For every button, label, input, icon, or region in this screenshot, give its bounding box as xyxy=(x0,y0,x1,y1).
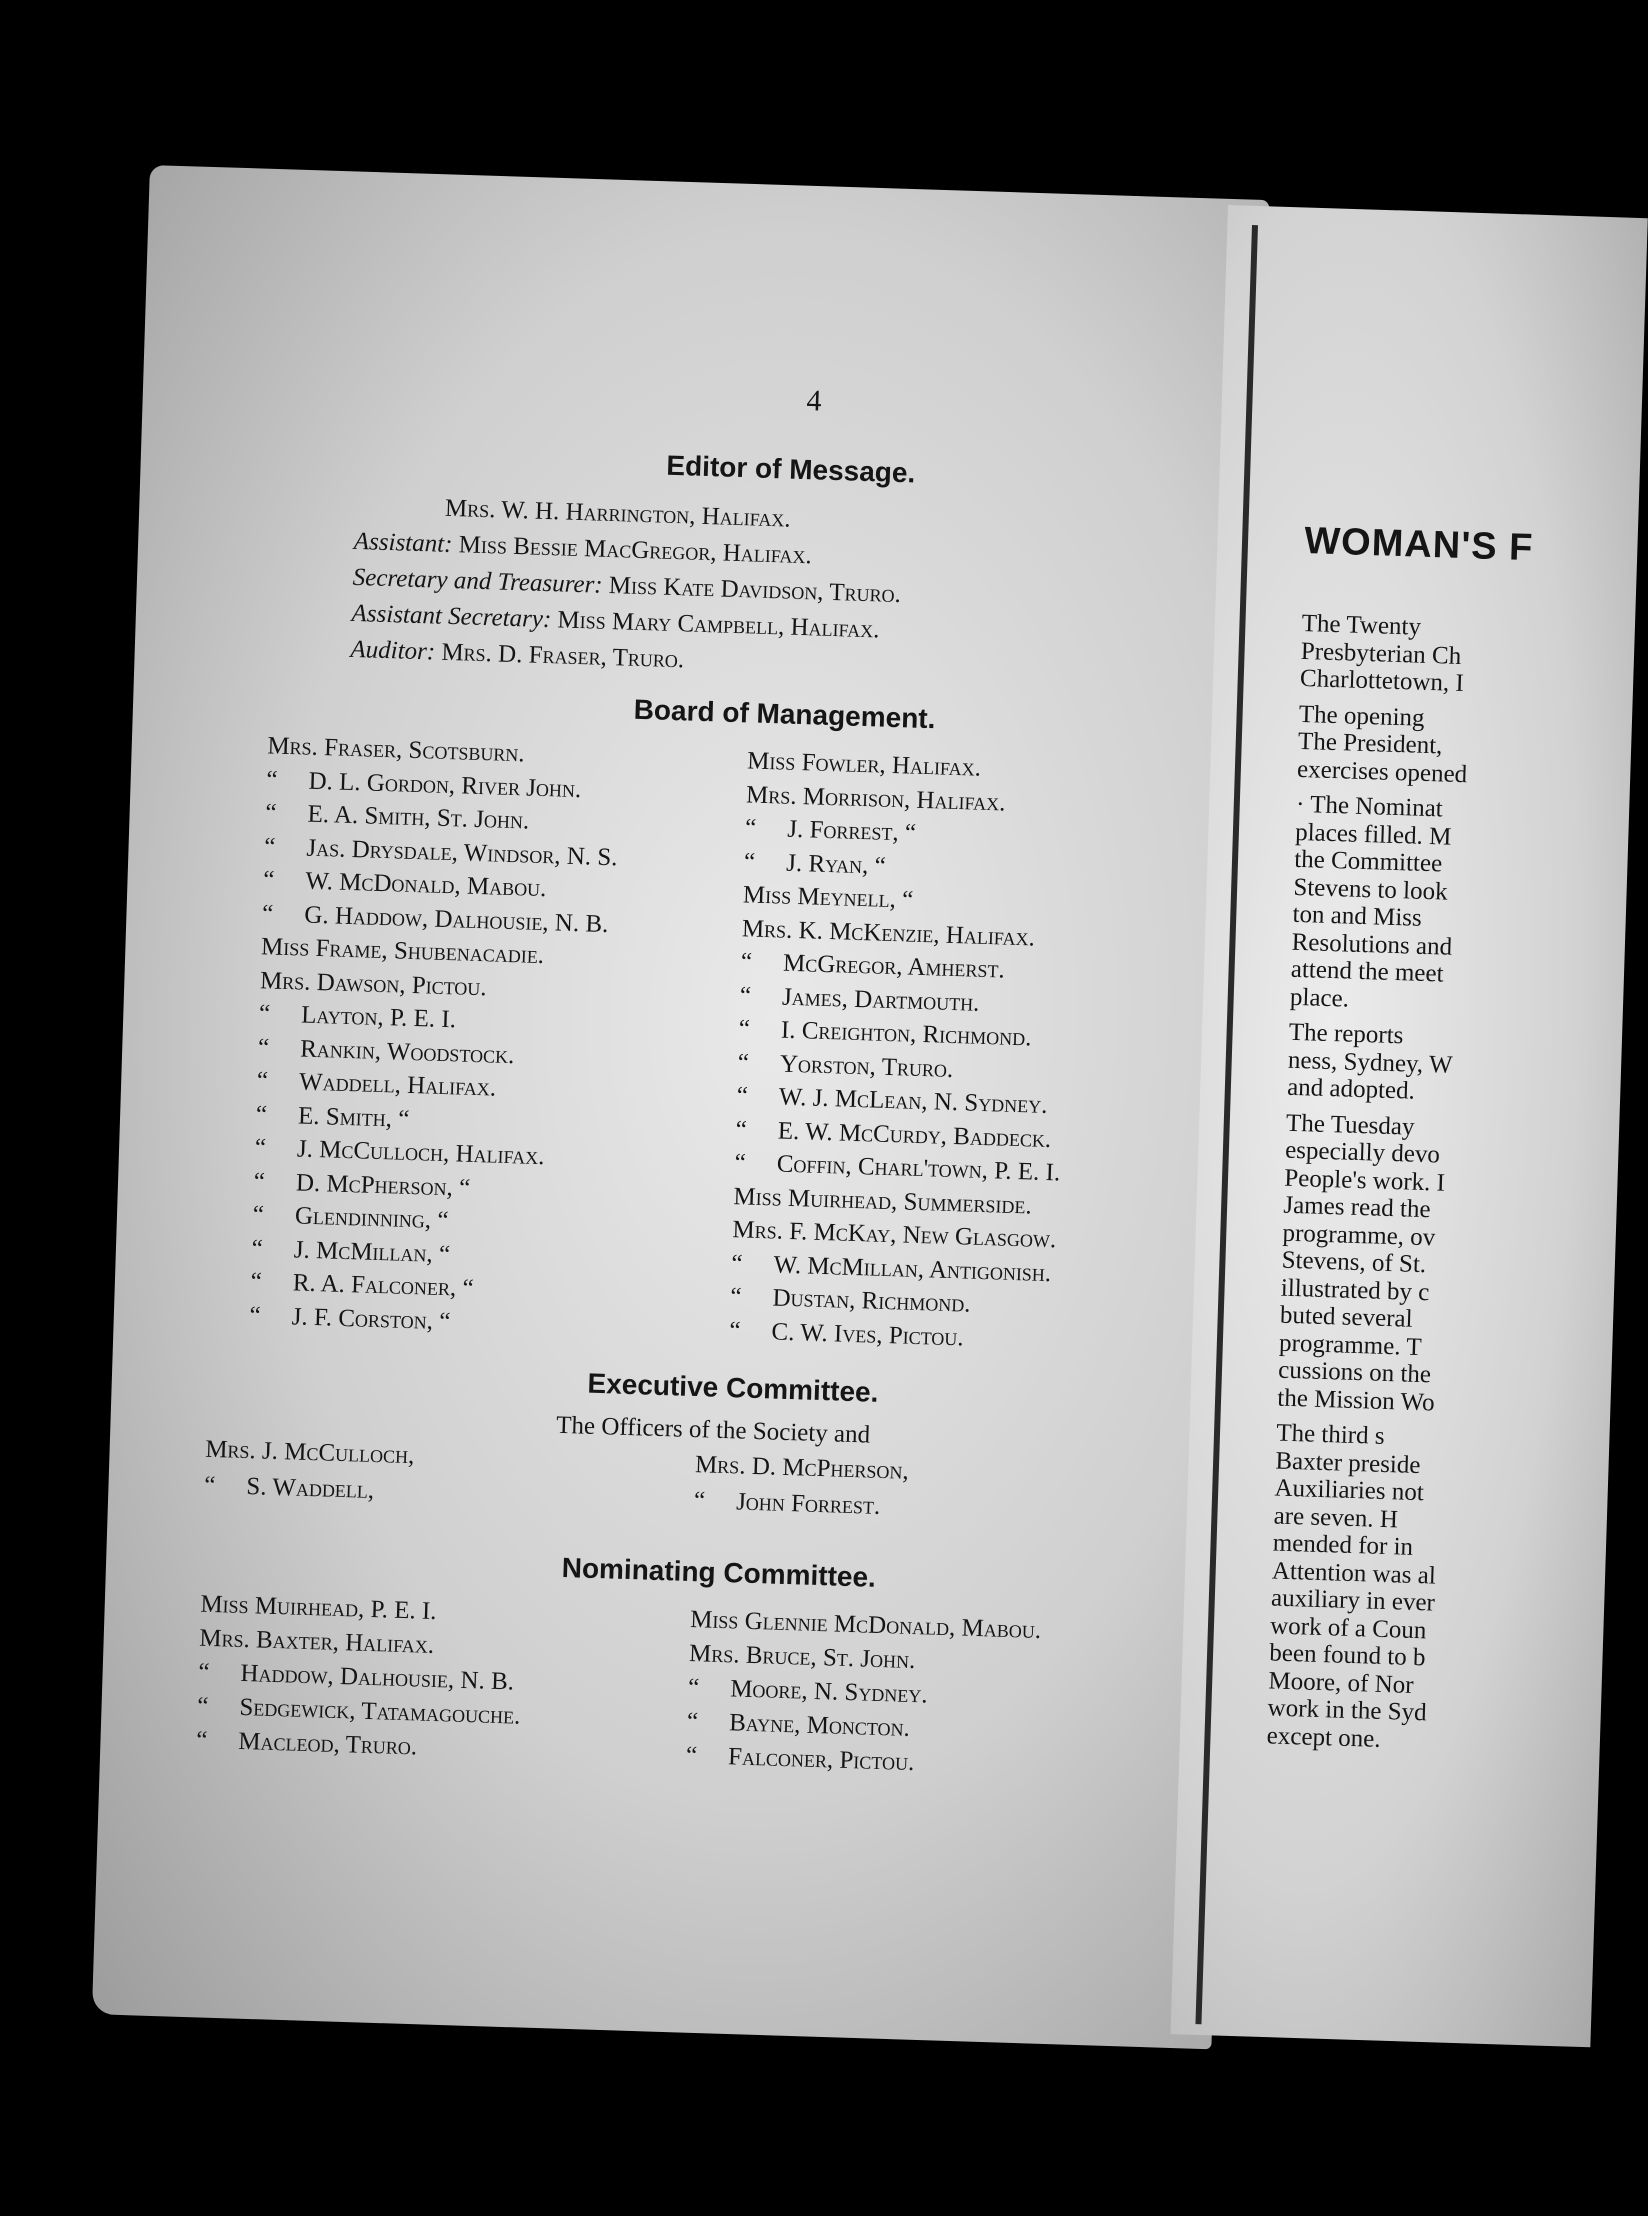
entry-name: J. F. Corston, “ xyxy=(291,1302,451,1335)
entry-prefix: “ xyxy=(262,866,275,894)
editor-line-label: Assistant: xyxy=(353,527,453,559)
name-entry xyxy=(693,1487,880,1521)
board-heading: Board of Management. xyxy=(633,693,936,735)
entry-prefix: “ xyxy=(257,1033,270,1062)
right-page-line: Stevens to look xyxy=(1293,873,1448,906)
name-entry xyxy=(255,1101,409,1134)
entry-name: Dawson, Pictou. xyxy=(316,968,488,1001)
entry-name: E. A. Smith, St. John. xyxy=(307,800,530,835)
entry-name: Fraser, Scotsburn. xyxy=(323,734,526,768)
entry-name: Glendinning, “ xyxy=(294,1202,449,1235)
entry-name: K. McKenzie, Halifax. xyxy=(798,916,1036,952)
right-page-line: Baxter preside xyxy=(1275,1447,1421,1479)
entry-name: Morrison, Halifax. xyxy=(802,782,1006,817)
entry-name: W. McDonald, Mabou. xyxy=(305,867,547,903)
entry-prefix: Miss xyxy=(746,747,796,776)
right-page-line: · The Nominat xyxy=(1295,790,1444,823)
entry-prefix: “ xyxy=(256,1067,269,1095)
entry-name: Fowler, Halifax. xyxy=(801,749,982,782)
right-page-line: Charlottetown, I xyxy=(1299,664,1465,698)
entry-prefix: “ xyxy=(265,765,278,794)
entry-prefix: “ xyxy=(251,1234,264,1262)
entry-name: G. Haddow, Dalhousie, N. B. xyxy=(303,901,609,938)
entry-prefix: “ xyxy=(736,1082,749,1110)
right-page-line: places filled. M xyxy=(1294,818,1452,851)
entry-prefix: “ xyxy=(740,948,753,976)
right-page-line: the Mission Wo xyxy=(1276,1384,1436,1416)
entry-prefix: “ xyxy=(739,981,752,1010)
entry-name: Layton, P. E. I. xyxy=(300,1001,457,1034)
right-page-line: buted several xyxy=(1279,1301,1413,1333)
entry-name: Falconer, Pictou. xyxy=(727,1743,915,1777)
right-page-line: The Twenty xyxy=(1301,609,1422,641)
entry-name: Rankin, Woodstock. xyxy=(299,1035,515,1069)
entry-name: J. McMillan, “ xyxy=(293,1235,451,1268)
entry-prefix: “ xyxy=(735,1115,748,1144)
right-page-line: the Committee xyxy=(1293,845,1443,878)
entry-prefix: “ xyxy=(738,1015,751,1043)
entry-prefix: Mrs. xyxy=(732,1216,784,1245)
editor-line-label: Auditor: xyxy=(350,635,436,666)
right-page-line: Resolutions and xyxy=(1291,928,1453,961)
entry-prefix: “ xyxy=(730,1249,743,1277)
entry-prefix: “ xyxy=(252,1201,265,1229)
entry-prefix: Mrs. xyxy=(259,966,311,996)
right-page-line: Moore, of Nor xyxy=(1268,1666,1414,1699)
right-page-line: been found to b xyxy=(1268,1639,1426,1672)
entry-prefix: “ xyxy=(195,1726,208,1754)
editor-line-value: Mrs. D. Fraser, Truro. xyxy=(441,638,685,674)
right-page-line: Auxiliaries not xyxy=(1274,1474,1425,1507)
entry-name: Muirhead, P. E. I. xyxy=(254,1592,437,1626)
entry-name: Bruce, St. John. xyxy=(745,1641,916,1675)
entry-prefix: Mrs. xyxy=(694,1451,746,1480)
entry-prefix: “ xyxy=(686,1707,699,1736)
editor-line-value: Miss Bessie MacGregor, Halifax. xyxy=(458,531,813,570)
right-page-line: except one. xyxy=(1266,1721,1382,1753)
right-page-line: The President, xyxy=(1297,727,1443,760)
right-page-line: People's work. I xyxy=(1283,1164,1446,1197)
entry-name: D. McPherson, “ xyxy=(295,1168,471,1202)
right-page-line: James read the xyxy=(1283,1191,1431,1224)
name-entry xyxy=(743,881,914,914)
right-page-line: ton and Miss xyxy=(1292,900,1423,932)
right-page-line: The reports xyxy=(1288,1018,1404,1050)
entry-name: Yorston, Truro. xyxy=(779,1050,954,1083)
right-page-line: Presbyterian Ch xyxy=(1300,637,1462,670)
entry-prefix: “ xyxy=(687,1673,700,1702)
executive-intro: The Officers of the Society and xyxy=(555,1411,871,1449)
right-page-line: cussions on the xyxy=(1277,1356,1432,1389)
entry-name: Jas. Drysdale, Windsor, N. S. xyxy=(306,834,618,871)
right-page-line: exercises opened xyxy=(1296,755,1468,788)
entry-prefix: “ xyxy=(737,1048,750,1077)
entry-prefix: Mrs. xyxy=(267,732,319,761)
entry-prefix: “ xyxy=(196,1692,209,1720)
entry-prefix: “ xyxy=(203,1471,216,1500)
entry-prefix: “ xyxy=(255,1100,268,1128)
right-page-line: Attention was al xyxy=(1271,1556,1437,1590)
editor-line-value: Miss Mary Campbell, Halifax. xyxy=(557,606,880,644)
entry-prefix: “ xyxy=(728,1316,741,1344)
entry-name: McGregor, Amherst. xyxy=(782,949,1006,984)
right-page-line: place. xyxy=(1289,983,1350,1013)
entry-name: Waddell, Halifax. xyxy=(298,1068,497,1102)
entry-name: F. McKay, New Glasgow. xyxy=(788,1217,1057,1254)
entry-prefix: Miss xyxy=(733,1182,783,1212)
entry-prefix: “ xyxy=(734,1149,747,1177)
entry-name: I. Creighton, Richmond. xyxy=(780,1016,1032,1052)
right-page-line: Stevens, of St. xyxy=(1281,1246,1427,1279)
entry-name: John Forrest. xyxy=(735,1488,881,1520)
entry-prefix: “ xyxy=(729,1283,742,1311)
nominating-heading: Nominating Committee. xyxy=(561,1551,877,1593)
entry-prefix: “ xyxy=(253,1167,266,1195)
entry-prefix: Mrs. xyxy=(745,780,798,810)
name-entry xyxy=(745,814,917,847)
entry-prefix: “ xyxy=(743,847,756,876)
entry-prefix: “ xyxy=(263,832,276,861)
entry-prefix: “ xyxy=(258,1000,271,1028)
entry-name: Muirhead, Summerside. xyxy=(787,1184,1033,1220)
entry-prefix: Mrs. xyxy=(741,914,793,944)
editor-line-value: Mrs. W. H. Harrington, Halifax. xyxy=(444,494,792,533)
entry-name: C. W. Ives, Pictou. xyxy=(771,1317,965,1351)
entry-prefix: Mrs. xyxy=(688,1640,741,1669)
right-page-title: WOMAN'S F xyxy=(1303,520,1535,570)
entry-name: J. Ryan, “ xyxy=(785,849,887,880)
entry-name: Baxter, Halifax. xyxy=(255,1626,435,1659)
entry-prefix: Miss xyxy=(200,1590,250,1620)
entry-name: W. J. McLean, N. Sydney. xyxy=(778,1083,1048,1119)
editor-line-label: Secretary and Treasurer: xyxy=(352,563,604,599)
entry-name: J. McCulloch, Halifax. xyxy=(296,1135,545,1171)
entry-name: S. Waddell, xyxy=(245,1473,375,1505)
entry-name: Macleod, Truro. xyxy=(237,1727,418,1761)
entry-prefix: Miss xyxy=(742,881,792,910)
name-entry xyxy=(204,1472,375,1505)
page-number: 4 xyxy=(806,384,823,418)
right-page-line: work in the Syd xyxy=(1267,1694,1428,1727)
right-page-line: The third s xyxy=(1275,1419,1386,1450)
name-entry xyxy=(744,848,887,880)
right-page-line: and adopted. xyxy=(1286,1073,1416,1105)
entry-prefix: Miss xyxy=(689,1606,739,1635)
right-page-line: programme. T xyxy=(1278,1329,1423,1361)
right-page-line: are seven. H xyxy=(1273,1502,1399,1533)
entry-prefix: “ xyxy=(197,1658,210,1686)
entry-prefix: “ xyxy=(744,814,757,842)
right-page-line: illustrated by c xyxy=(1280,1274,1430,1306)
entry-name: D. McPherson, xyxy=(751,1452,910,1485)
right-page-line: attend the meet xyxy=(1290,955,1444,988)
entry-name: J. McCulloch, xyxy=(261,1437,415,1470)
entry-prefix: Mrs. xyxy=(204,1435,257,1465)
right-page-line: auxiliary in ever xyxy=(1270,1584,1436,1617)
entry-prefix: “ xyxy=(693,1487,706,1515)
entry-name: Haddow, Dalhousie, N. B. xyxy=(240,1659,515,1696)
editor-heading: Editor of Message. xyxy=(665,449,916,489)
entry-name: Meynell, “ xyxy=(797,883,914,914)
entry-prefix: “ xyxy=(261,899,274,928)
entry-prefix: “ xyxy=(254,1134,267,1162)
entry-prefix: “ xyxy=(249,1301,262,1329)
entry-name: Glennie McDonald, Mabou. xyxy=(744,1607,1042,1645)
entry-name: Bayne, Moncton. xyxy=(728,1709,911,1742)
entry-name: James, Dartmouth. xyxy=(781,983,980,1017)
right-page-line: programme, ov xyxy=(1282,1219,1436,1251)
entry-name: D. L. Gordon, River John. xyxy=(308,767,582,803)
entry-prefix: “ xyxy=(685,1741,698,1770)
entry-prefix: “ xyxy=(250,1268,263,1296)
entry-prefix: Mrs. xyxy=(198,1624,251,1654)
entry-name: Sedgewick, Tatamagouche. xyxy=(239,1693,521,1730)
entry-name: Dustan, Richmond. xyxy=(772,1284,971,1318)
right-page-line: especially devo xyxy=(1284,1136,1441,1169)
right-page-line: The Tuesday xyxy=(1285,1109,1415,1141)
entry-name: E. Smith, “ xyxy=(297,1101,410,1133)
right-page-line: work of a Coun xyxy=(1269,1611,1427,1644)
editor-line-label: Assistant Secretary: xyxy=(351,599,552,634)
executive-heading: Executive Committee. xyxy=(587,1367,879,1408)
entry-name: Moore, N. Sydney. xyxy=(729,1675,929,1709)
editor-line-value: Miss Kate Davidson, Truro. xyxy=(608,571,902,609)
entry-name: W. McMillan, Antigonish. xyxy=(773,1250,1052,1287)
right-page-line: mended for in xyxy=(1272,1529,1414,1561)
entry-name: E. W. McCurdy, Baddeck. xyxy=(777,1117,1052,1153)
right-page-line: ness, Sydney, W xyxy=(1287,1046,1453,1079)
right-page-line: The opening xyxy=(1298,700,1425,732)
entry-prefix: Miss xyxy=(260,933,310,962)
entry-name: Coffin, Charl'town, P. E. I. xyxy=(776,1150,1061,1187)
entry-prefix: “ xyxy=(264,799,277,827)
entry-name: J. Forrest, “ xyxy=(786,815,917,847)
entry-name: R. A. Falconer, “ xyxy=(292,1269,475,1303)
entry-name: Frame, Shubenacadie. xyxy=(315,934,545,970)
